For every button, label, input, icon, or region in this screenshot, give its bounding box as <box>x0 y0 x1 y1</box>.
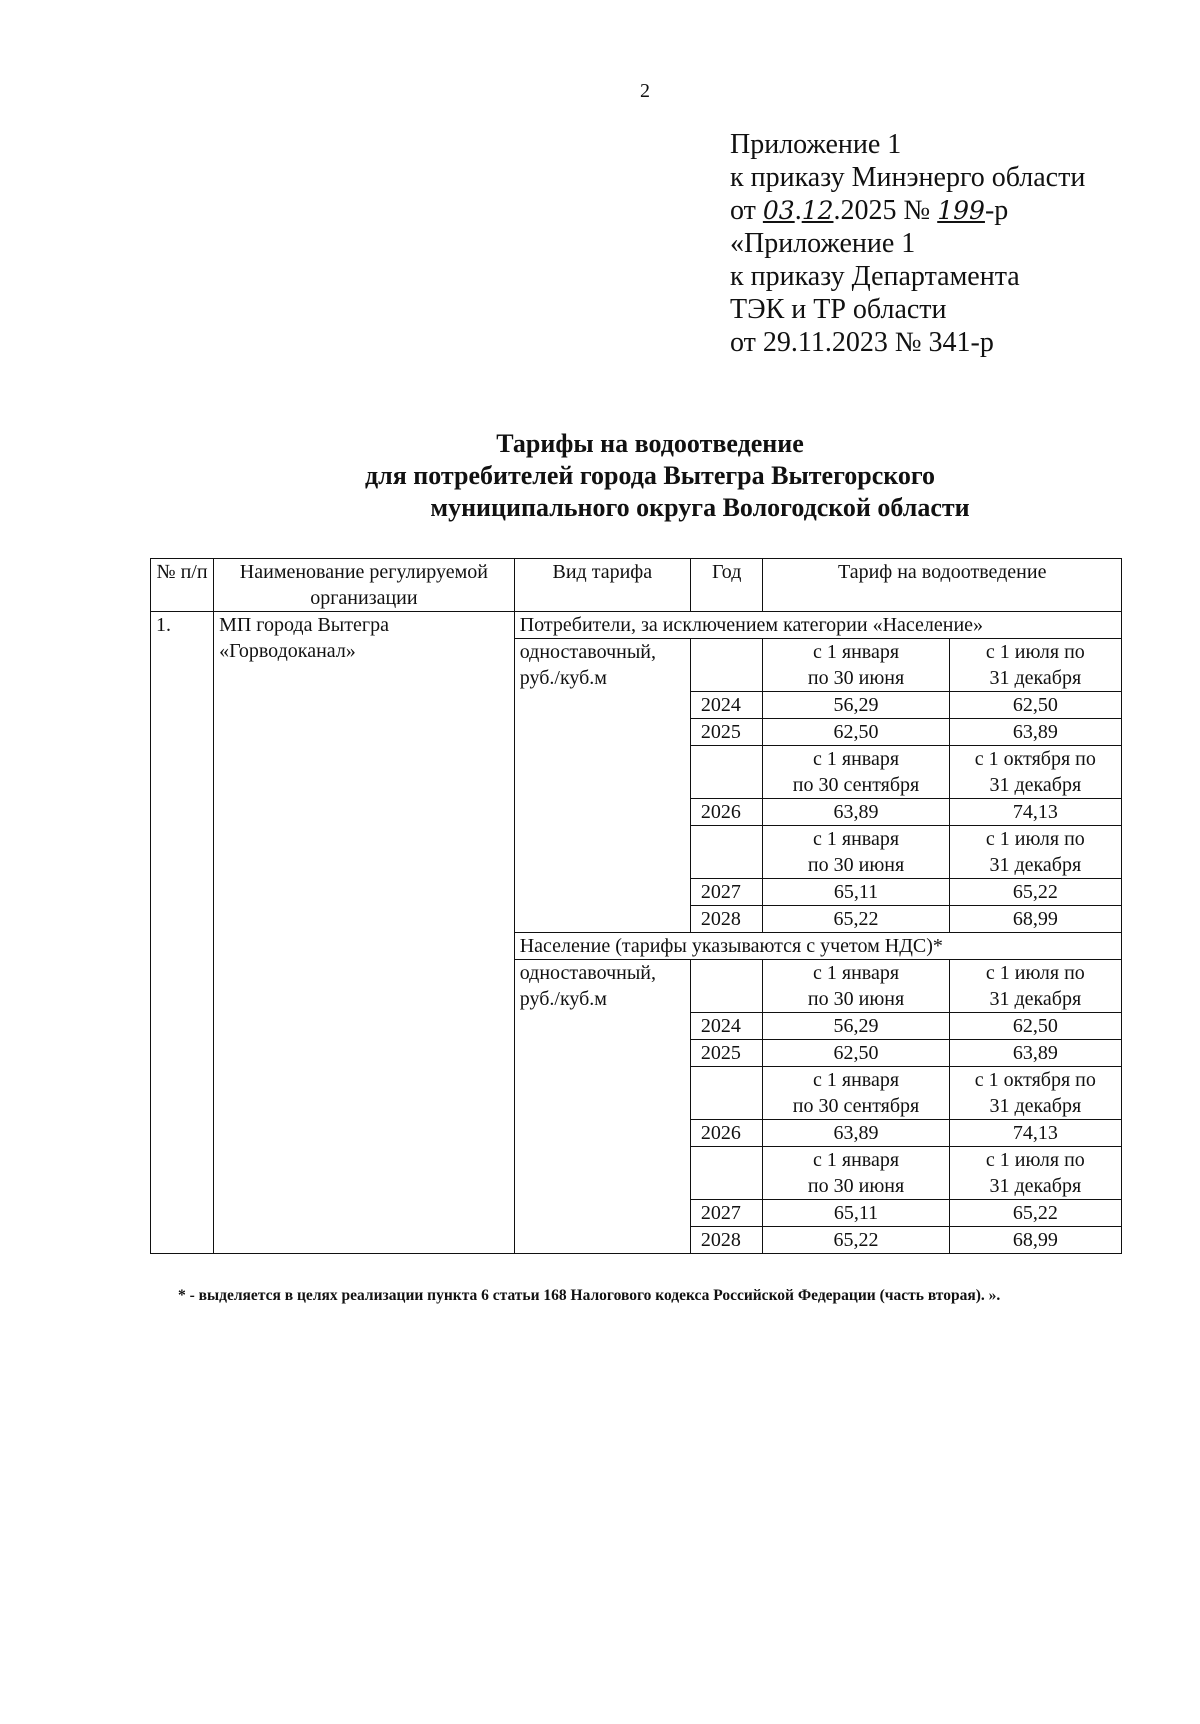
cell-line: по 30 сентября <box>792 1095 920 1117</box>
cell-line: МП города Вытегра <box>219 614 389 636</box>
cell-line: с 1 января <box>813 641 900 663</box>
table-cell <box>763 1067 949 1120</box>
table-cell: 2024 <box>690 1013 763 1040</box>
appendix-line: к приказу Минэнерго области <box>730 162 1086 193</box>
table-cell <box>514 960 690 1254</box>
cell-line: с 1 января <box>813 962 900 984</box>
cell-line: 31 декабря <box>989 1175 1082 1197</box>
table-cell: 63,89 <box>763 799 949 826</box>
page-number: 2 <box>640 80 650 102</box>
cell-line: по 30 июня <box>807 988 905 1010</box>
tariff-table <box>150 558 1122 1254</box>
appendix-line: к приказу Департамента <box>730 261 1020 292</box>
table-cell <box>949 1067 1121 1120</box>
table-cell <box>690 960 763 1013</box>
table-cell: Вид тарифа <box>514 559 690 612</box>
cell-line: 31 декабря <box>989 1095 1082 1117</box>
table-cell <box>514 639 690 933</box>
table-cell <box>763 1147 949 1200</box>
table-cell: 62,50 <box>763 1040 949 1067</box>
cell-line: с 1 января <box>813 1149 900 1171</box>
table-cell <box>763 746 949 799</box>
cell-line: одноставочный, <box>519 641 656 663</box>
table-cell: 2024 <box>690 692 763 719</box>
footnote: * - выделяется в целях реализации пункта 6 статьи 168 Налогового кодекса Российской Федерации (часть вторая). ». <box>178 1287 1001 1304</box>
cell-line: с 1 июля по <box>985 828 1085 850</box>
order-prefix: от <box>730 195 756 226</box>
table-cell: 65,22 <box>763 1227 949 1254</box>
appendix-block <box>730 128 1085 359</box>
appendix-order-line: от 03.12.2025 № 199-р <box>730 195 1009 226</box>
table-cell: № п/п <box>151 559 214 612</box>
title-line: для потребителей города Вытегра Вытегорского <box>364 461 936 490</box>
cell-line: 31 декабря <box>989 774 1082 796</box>
table-cell: 2028 <box>690 1227 763 1254</box>
table-cell: Потребители, за исключением категории «Население» <box>514 612 1121 639</box>
table-cell: Год <box>690 559 763 612</box>
table-cell: Наименование регулируемой организации <box>214 559 515 612</box>
table-cell: 74,13 <box>949 799 1121 826</box>
table-cell: 63,89 <box>949 1040 1121 1067</box>
appendix-line: «Приложение 1 <box>730 228 916 259</box>
appendix-line: Приложение 1 <box>730 129 902 160</box>
section-title-row <box>151 612 1122 639</box>
cell-line: по 30 июня <box>807 667 905 689</box>
table-cell: 65,11 <box>763 1200 949 1227</box>
table-cell: 68,99 <box>949 906 1121 933</box>
document-title <box>0 428 1200 524</box>
cell-line: с 1 января <box>813 1069 900 1091</box>
table-cell: 65,22 <box>949 879 1121 906</box>
table-cell: 56,29 <box>763 1013 949 1040</box>
table-cell: 68,99 <box>949 1227 1121 1254</box>
cell-line: с 1 января <box>813 828 900 850</box>
table-cell: 65,22 <box>763 906 949 933</box>
table-cell: 2025 <box>690 1040 763 1067</box>
cell-line: с 1 июля по <box>985 641 1085 663</box>
table-cell <box>690 826 763 879</box>
table-cell <box>763 639 949 692</box>
handwritten-number: 199 <box>937 196 985 225</box>
handwritten-month: 12 <box>801 196 834 225</box>
handwritten-day: 03 <box>762 196 795 225</box>
appendix-line: от 29.11.2023 № 341-р <box>730 327 994 358</box>
cell-line: по 30 июня <box>807 854 905 876</box>
table-cell: 65,22 <box>949 1200 1121 1227</box>
cell-line: 31 декабря <box>989 667 1082 689</box>
table-cell: 62,50 <box>949 1013 1121 1040</box>
cell-line: с 1 июля по <box>985 962 1085 984</box>
table-cell <box>949 1147 1121 1200</box>
table-cell <box>949 826 1121 879</box>
cell-line: по 30 июня <box>807 1175 905 1197</box>
table-cell: 2027 <box>690 1200 763 1227</box>
appendix-line: ТЭК и ТР области <box>730 294 947 325</box>
table-header-row <box>151 559 1122 612</box>
table-cell <box>690 1147 763 1200</box>
order-year: .2025 № <box>833 195 931 226</box>
table-cell: 74,13 <box>949 1120 1121 1147</box>
table-cell: 2026 <box>690 799 763 826</box>
table-cell: 62,50 <box>763 719 949 746</box>
table-cell: 2025 <box>690 719 763 746</box>
table-cell: Население (тарифы указываются с учетом НДС)* <box>514 933 1121 960</box>
cell-line: 31 декабря <box>989 854 1082 876</box>
cell-line: «Горводоканал» <box>219 640 356 662</box>
cell-line: руб./куб.м <box>519 667 607 689</box>
table-cell <box>949 746 1121 799</box>
cell-line: одноставочный, <box>519 962 656 984</box>
cell-line: с 1 июля по <box>985 1149 1085 1171</box>
cell-line: руб./куб.м <box>519 988 607 1010</box>
cell-line: с 1 октября по <box>974 1069 1096 1091</box>
cell-line: по 30 сентября <box>792 774 920 796</box>
table-cell <box>690 1067 763 1120</box>
cell-line: 31 декабря <box>989 988 1082 1010</box>
table-cell: 1. <box>151 612 214 1254</box>
table-cell: 63,89 <box>949 719 1121 746</box>
table-cell: Тариф на водоотведение <box>763 559 1122 612</box>
cell-line: с 1 января <box>813 748 900 770</box>
table-cell <box>949 639 1121 692</box>
table-cell <box>214 612 515 1254</box>
title-line: Тарифы на водоотведение <box>496 429 804 458</box>
table-cell: 56,29 <box>763 692 949 719</box>
table-cell <box>690 746 763 799</box>
table-cell: 65,11 <box>763 879 949 906</box>
table-cell <box>763 960 949 1013</box>
table-cell <box>763 826 949 879</box>
table-cell <box>690 639 763 692</box>
table-cell <box>949 960 1121 1013</box>
title-line: муниципального округа Вологодской области <box>430 493 970 522</box>
table-cell: 2027 <box>690 879 763 906</box>
table-cell: 2028 <box>690 906 763 933</box>
table-cell: 62,50 <box>949 692 1121 719</box>
cell-line: с 1 октября по <box>974 748 1096 770</box>
table-cell: 63,89 <box>763 1120 949 1147</box>
order-suffix: -р <box>984 195 1009 226</box>
table-cell: 2026 <box>690 1120 763 1147</box>
